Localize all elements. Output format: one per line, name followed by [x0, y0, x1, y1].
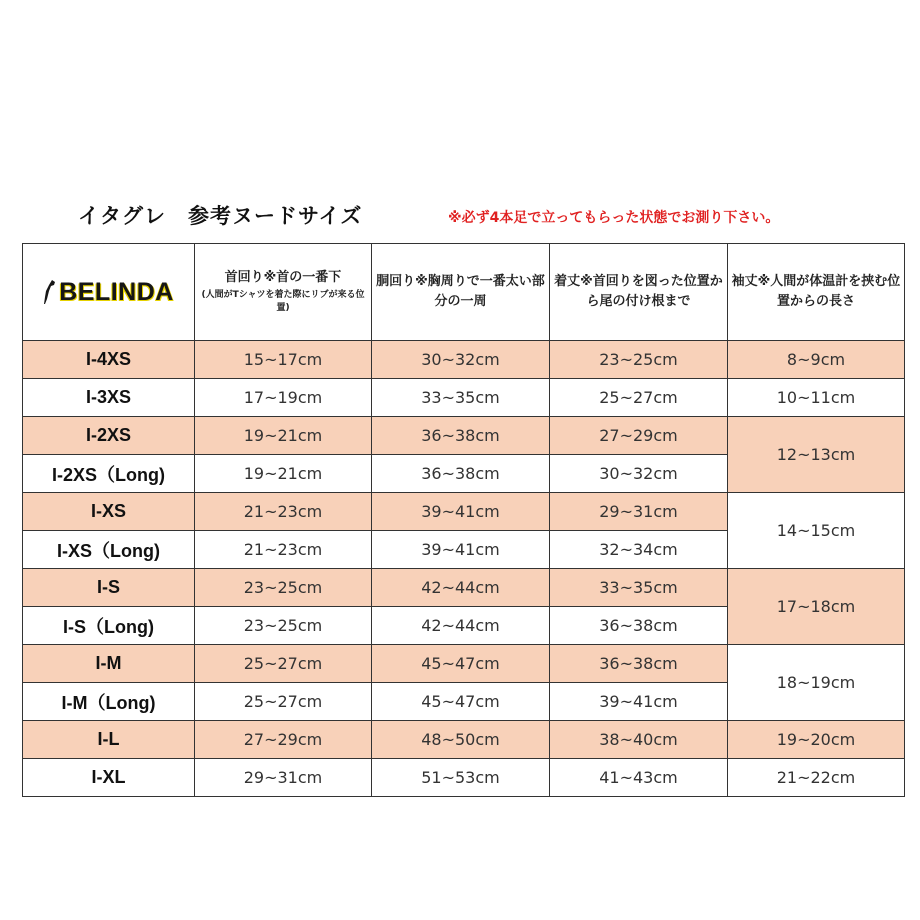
neck-cell: 29~31cm — [195, 759, 372, 797]
sleeve-cell: 21~22cm — [728, 759, 905, 797]
dog-silhouette-icon — [43, 279, 57, 305]
length-cell: 25~27cm — [550, 379, 728, 417]
table-row — [23, 341, 905, 379]
sleeve-cell: 12~13cm — [728, 417, 905, 493]
neck-cell: 25~27cm — [195, 645, 372, 683]
page-title: イタグレ 参考ヌードサイズ — [78, 204, 363, 228]
size-cell: I-XL — [23, 759, 195, 797]
header-length — [550, 244, 728, 341]
table-row — [23, 379, 905, 417]
neck-cell: 23~25cm — [195, 607, 372, 645]
table-row — [23, 569, 905, 607]
header-neck-sub: (人間がTシャツを着た際にリブが来る位置) — [201, 289, 365, 314]
size-cell: I-M — [23, 645, 195, 683]
length-cell: 36~38cm — [550, 607, 728, 645]
neck-cell: 15~17cm — [195, 341, 372, 379]
neck-cell: 21~23cm — [195, 493, 372, 531]
length-cell: 39~41cm — [550, 683, 728, 721]
size-cell: I-S — [23, 569, 195, 607]
sleeve-cell: 19~20cm — [728, 721, 905, 759]
chest-cell: 33~35cm — [372, 379, 550, 417]
length-cell: 33~35cm — [550, 569, 728, 607]
header-sleeve — [728, 244, 905, 341]
size-cell: I-S（Long) — [23, 607, 195, 645]
size-table — [22, 243, 905, 797]
size-cell: I-M（Long) — [23, 683, 195, 721]
length-cell: 23~25cm — [550, 341, 728, 379]
size-cell: I-XS（Long) — [23, 531, 195, 569]
measurement-note: ※必ず4本足で立ってもらった状態でお測り下さい。 — [448, 210, 780, 226]
chest-cell: 45~47cm — [372, 683, 550, 721]
brand-logo-cell — [23, 244, 195, 341]
chest-cell: 30~32cm — [372, 341, 550, 379]
length-cell: 36~38cm — [550, 645, 728, 683]
length-cell: 27~29cm — [550, 417, 728, 455]
chest-cell: 36~38cm — [372, 455, 550, 493]
table-row — [23, 493, 905, 531]
size-cell: I-L — [23, 721, 195, 759]
size-cell: I-2XS — [23, 417, 195, 455]
neck-cell: 23~25cm — [195, 569, 372, 607]
sleeve-cell: 14~15cm — [728, 493, 905, 569]
length-cell: 41~43cm — [550, 759, 728, 797]
neck-cell: 19~21cm — [195, 417, 372, 455]
sleeve-cell: 18~19cm — [728, 645, 905, 721]
neck-cell: 27~29cm — [195, 721, 372, 759]
table-row — [23, 721, 905, 759]
size-cell: I-4XS — [23, 341, 195, 379]
sleeve-cell: 10~11cm — [728, 379, 905, 417]
neck-cell: 19~21cm — [195, 455, 372, 493]
brand-logo — [23, 244, 194, 340]
table-row — [23, 417, 905, 455]
header-length-label: 着丈※首回りを図った位置から尾の付け根まで — [554, 273, 723, 309]
header-neck — [195, 244, 372, 341]
neck-cell: 17~19cm — [195, 379, 372, 417]
length-cell: 32~34cm — [550, 531, 728, 569]
chest-cell: 45~47cm — [372, 645, 550, 683]
chest-cell: 36~38cm — [372, 417, 550, 455]
brand-name: BELINDA — [59, 277, 174, 306]
sleeve-cell: 8~9cm — [728, 341, 905, 379]
chest-cell: 51~53cm — [372, 759, 550, 797]
chest-cell: 39~41cm — [372, 531, 550, 569]
chest-cell: 42~44cm — [372, 607, 550, 645]
table-row — [23, 645, 905, 683]
sleeve-cell: 17~18cm — [728, 569, 905, 645]
chest-cell: 39~41cm — [372, 493, 550, 531]
header-chest — [372, 244, 550, 341]
chest-cell: 48~50cm — [372, 721, 550, 759]
size-cell: I-3XS — [23, 379, 195, 417]
header-chest-label: 胴回り※胸周りで一番太い部分の一周 — [376, 273, 545, 309]
size-cell: I-2XS（Long) — [23, 455, 195, 493]
chest-cell: 42~44cm — [372, 569, 550, 607]
table-row — [23, 759, 905, 797]
header-sleeve-label: 袖丈※人間が体温計を挟む位置からの長さ — [731, 273, 901, 309]
header-row — [23, 244, 905, 341]
header-neck-label: 首回り※首の一番下 — [224, 270, 342, 286]
length-cell: 38~40cm — [550, 721, 728, 759]
length-cell: 30~32cm — [550, 455, 728, 493]
size-cell: I-XS — [23, 493, 195, 531]
neck-cell: 21~23cm — [195, 531, 372, 569]
neck-cell: 25~27cm — [195, 683, 372, 721]
size-rows — [23, 341, 905, 797]
length-cell: 29~31cm — [550, 493, 728, 531]
